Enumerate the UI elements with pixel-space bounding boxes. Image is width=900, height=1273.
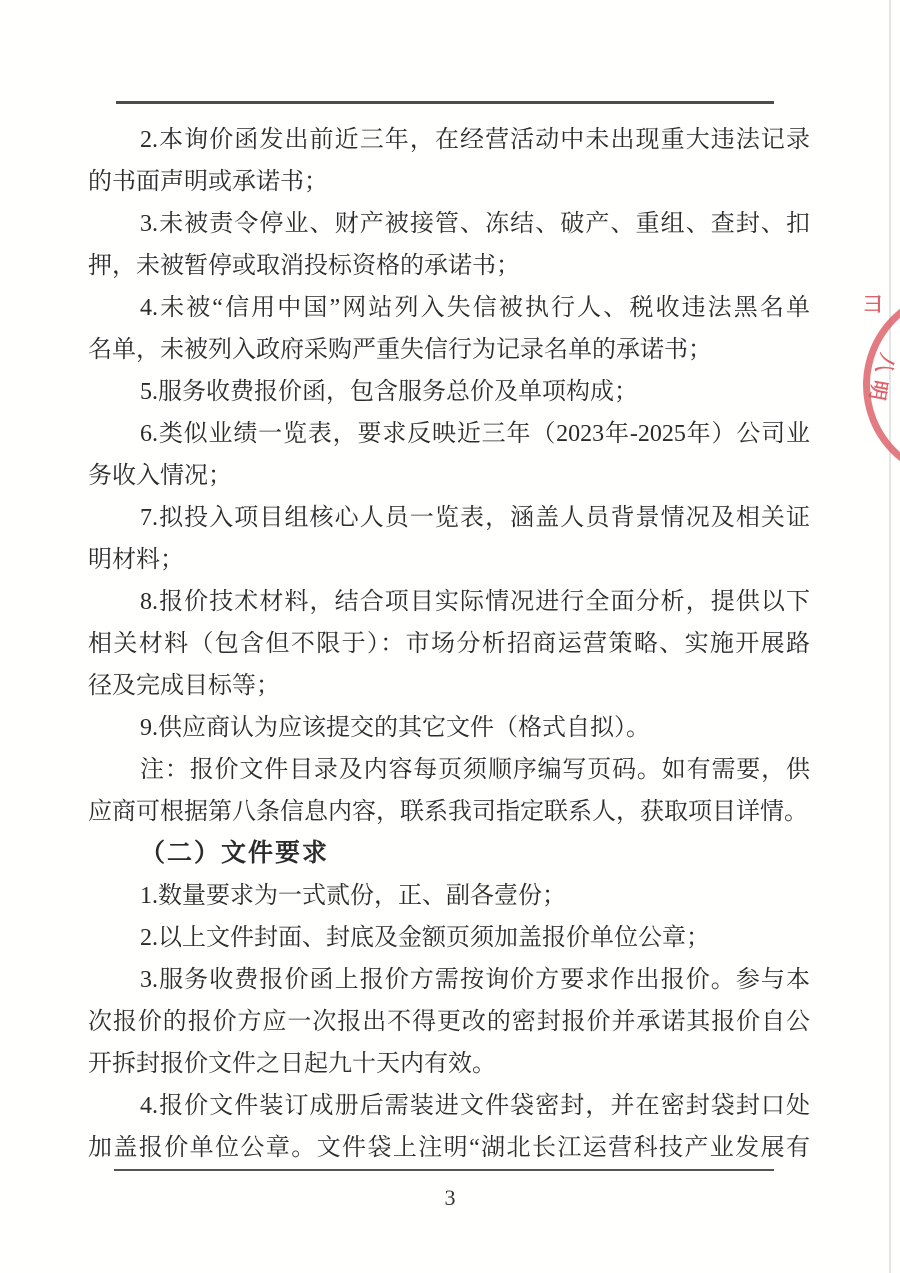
text-line: 3.未被责令停业、财产被接管、冻结、破产、重组、查封、扣 — [140, 211, 810, 237]
text-line: 4.报价文件装订成册后需装进文件袋密封，并在密封袋封口处 — [140, 1093, 810, 1119]
text-line: 径及完成目标等； — [88, 673, 280, 699]
seal-text-fragment: 八 — [871, 350, 899, 377]
text-line: 明材料； — [88, 547, 184, 573]
text-line: 7.拟投入项目组核心人员一览表，涵盖人员背景情况及相关证 — [140, 505, 810, 531]
text-line: 次报价的报价方应一次报出不得更改的密封报价并承诺其报价自公 — [88, 1009, 810, 1035]
text-line: 加盖报价单位公章。文件袋上注明“湖北长江运营科技产业发展有 — [88, 1135, 810, 1161]
text-line: 相关材料（包含但不限于）：市场分析招商运营策略、实施开展路 — [88, 631, 810, 657]
text-line: 的书面声明或承诺书； — [88, 169, 328, 195]
header-rule — [116, 101, 774, 104]
text-line: （二）文件要求 — [140, 840, 330, 867]
text-line: 2.以上文件封面、封底及金额页须加盖报价单位公章； — [140, 925, 710, 951]
text-line: 9.供应商认为应该提交的其它文件（格式自拟）。 — [140, 715, 650, 741]
page-number: 3 — [444, 1185, 456, 1210]
text-line: 开拆封报价文件之日起九十天内有效。 — [88, 1051, 496, 1077]
text-line: 8.报价技术材料，结合项目实际情况进行全面分析，提供以下 — [140, 589, 810, 615]
text-line: 押，未被暂停或取消投标资格的承诺书； — [88, 253, 520, 279]
text-line: 6.类似业绩一览表，要求反映近三年（2023年-2025年）公司业 — [140, 421, 810, 447]
document-body — [88, 119, 810, 1169]
text-line: 5.服务收费报价函，包含服务总价及单项构成； — [140, 379, 638, 405]
seal-text-fragment: 彐 — [863, 294, 883, 316]
text-line: 务收入情况； — [88, 463, 232, 489]
page-edge-line — [889, 0, 891, 1273]
text-line: 3.服务收费报价函上报价方需按询价方要求作出报价。参与本 — [140, 967, 810, 993]
text-line: 4.未被“信用中国”网站列入失信被执行人、税收违法黑名单 — [140, 295, 810, 321]
seal-text-fragment: 明 — [864, 378, 891, 402]
seal-arc — [863, 288, 900, 482]
text-line: 应商可根据第八条信息内容，联系我司指定联系人，获取项目详情。 — [88, 799, 808, 825]
text-line: 注：报价文件目录及内容每页须顺序编写页码。如有需要，供 — [140, 757, 810, 783]
text-line: 1.数量要求为一式贰份，正、副各壹份； — [140, 883, 566, 909]
footer-rule — [114, 1169, 774, 1171]
text-line: 2.本询价函发出前近三年，在经营活动中未出现重大违法记录 — [140, 127, 810, 153]
text-line: 名单，未被列入政府采购严重失信行为记录名单的承诺书； — [88, 337, 712, 363]
seal-stamp — [863, 288, 900, 482]
